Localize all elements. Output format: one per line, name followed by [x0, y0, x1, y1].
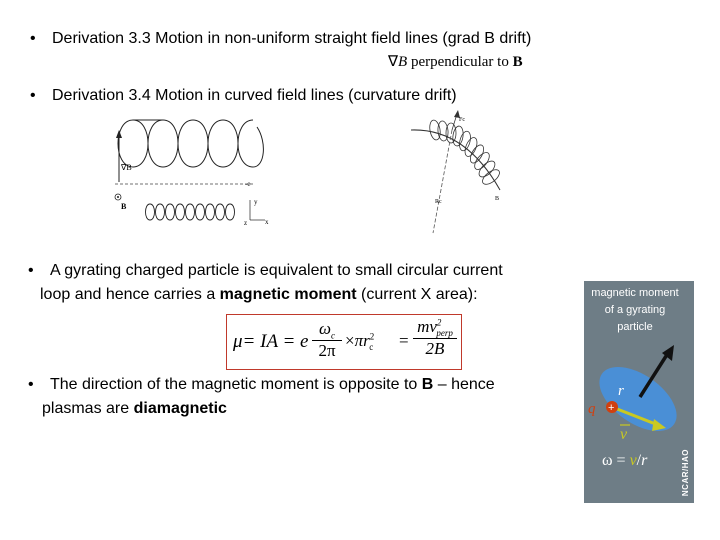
nabla-symbol: ∇ [388, 54, 399, 70]
curved-field-line [411, 130, 500, 190]
rc-label: Rc [435, 199, 442, 205]
gyration-orbit-disk [588, 354, 686, 444]
bullet-text: Derivation 3.3 Motion in non-uniform straight field lines (grad B drift) [52, 30, 532, 47]
gradb-label: ∇B [121, 163, 132, 172]
axis-x-label: x [265, 218, 269, 226]
bullet-marker: • [28, 262, 34, 279]
curvature-drift-figure [395, 108, 520, 240]
gradb-subtitle [388, 52, 523, 71]
charge-label: q [588, 401, 596, 417]
eq-r: r [641, 452, 648, 469]
r-squared: 2 [369, 331, 375, 342]
eq-v: v [629, 452, 637, 469]
omega-sub: c [331, 330, 335, 341]
times-symbol: × [345, 331, 355, 350]
bullet-line-1: A gyrating charged particle is equivalent to small circular current [50, 262, 503, 279]
equals: = [399, 331, 409, 350]
subtitle-var-b: B [398, 54, 408, 70]
charge-plus-icon: + [608, 402, 615, 414]
panel-title [584, 285, 686, 336]
panel-title-line-3: particle [617, 321, 653, 333]
gradb-arrowhead [116, 130, 122, 138]
r-sub: c [369, 342, 374, 353]
two-b: 2B [413, 338, 457, 359]
eq-equals: = [616, 452, 626, 469]
large-orbit-spiral [118, 120, 263, 167]
velocity-label: v [620, 426, 628, 443]
axis-z-label: z [244, 219, 248, 227]
formula-eq1: = IA = e [242, 331, 309, 352]
formula-area [345, 331, 373, 352]
bullet-gyrating-particle [28, 259, 608, 307]
eq-omega: ω [602, 452, 613, 469]
fraction-omega [312, 319, 342, 361]
magnetic-moment-panel [584, 281, 694, 503]
small-orbit-spiral [146, 204, 235, 220]
v-sub-perp: perp [436, 328, 453, 339]
omega: ω [318, 319, 331, 338]
electron-label: -e [245, 180, 251, 188]
bullet-marker: • [28, 376, 34, 393]
gradb-drift-figure [105, 112, 280, 240]
radius-label: r [618, 383, 624, 399]
bullet-text: Derivation 3.4 Motion in curved field lines (curvature drift) [52, 87, 457, 104]
mv: mv [417, 317, 437, 336]
bullet-line-1-bold: B [421, 376, 434, 393]
eq-slash: / [636, 452, 642, 469]
bullet-marker: • [30, 87, 36, 104]
bullet-line-2-pre: plasmas are [42, 400, 134, 417]
subtitle-bold-b: B [512, 54, 523, 70]
bullet-diamagnetic [28, 373, 608, 421]
bullet-derivation-3-3 [30, 30, 531, 48]
force-label: Fc [459, 117, 465, 123]
v-squared: 2 [436, 317, 442, 328]
formula-lhs [233, 331, 308, 353]
bullet-line-1-post: – hence [433, 376, 495, 393]
b-field-label: B [121, 202, 127, 211]
bullet-line-2-bold: magnetic moment [219, 286, 357, 303]
curvature-helix [428, 119, 502, 187]
bullet-line-1-pre: The direction of the magnetic moment is opposite to [50, 376, 422, 393]
b-field-dot [117, 196, 119, 198]
pi-r: πr [354, 331, 370, 350]
bullet-marker: • [30, 30, 36, 47]
radius-of-curvature-line [433, 130, 452, 233]
angular-frequency-equation [602, 452, 647, 470]
subtitle-mid: perpendicular to [407, 54, 513, 70]
panel-title-line-1: magnetic moment [591, 287, 679, 299]
bullet-line-2-pre: loop and hence carries a [40, 286, 220, 303]
fraction-mv [413, 317, 457, 359]
b-label: B [495, 196, 500, 202]
magnetic-moment-formula [226, 314, 462, 370]
axis-y-label: y [254, 198, 258, 206]
two-pi: 2π [312, 340, 342, 361]
panel-title-line-2: of a gyrating [604, 304, 666, 316]
formula-mu: μ [233, 331, 243, 352]
bullet-line-2-post: (current X area): [356, 286, 478, 303]
bullet-derivation-3-4 [30, 87, 457, 105]
bullet-line-2-bold: diamagnetic [133, 400, 227, 417]
image-credit: NCAR/HAO [681, 449, 690, 497]
